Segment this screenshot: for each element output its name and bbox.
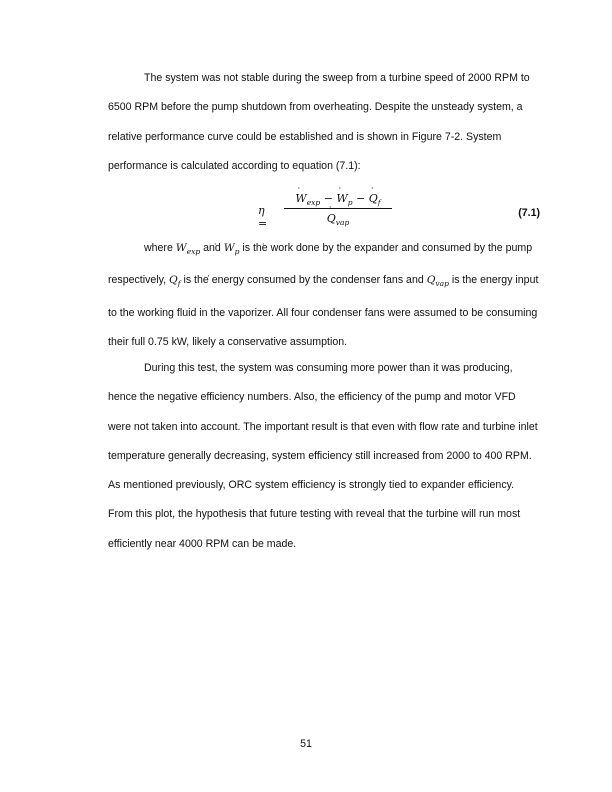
equation-fraction xyxy=(284,190,392,227)
q-vap-inline: ˙ $Q_{vap}$ xyxy=(427,274,449,286)
equation-numerator: ˙ $W_{exp}$ − ˙ $W_p$ − ˙ $Q_f$ xyxy=(284,190,392,207)
paragraph-performance-intro: The system was not stable during the sweep from a turbine speed of 2000 RPM to 6500 RPM before the pump shutdown from overheating. Despite the unsteady system, a relative performance curve could be established and is shown in Figure 7-2. System performance is calculated according to equation (7.1): xyxy=(108,72,530,172)
page-number: 51 xyxy=(300,738,312,750)
equation-denominator: ˙ $Q_{vap}$ xyxy=(284,211,392,227)
q-vap-symbol: ˙ Q xyxy=(327,212,336,225)
w-exp-symbol: ˙ W xyxy=(295,192,306,205)
w-p-inline: ˙ $W_p$ xyxy=(224,242,240,254)
equation-7-1 xyxy=(108,190,540,234)
fraction-bar xyxy=(284,208,392,209)
paragraph-variable-definitions: where ˙ $W_{exp}$ and ˙ $W_p$ is the work done by the expander and consumed by the pump respectively, ˙ $Q_f$ is the energy consumed by the condenser fans and ˙ $Q_{vap}$ is the energy input to the working fluid in the vaporizer. All four condenser fans were assumed to be consuming their full 0.75 kW, likely a conservative assumption. xyxy=(108,234,540,357)
q-f-inline: ˙ $Q_f$ xyxy=(169,274,180,286)
w-p-symbol: ˙ W xyxy=(336,192,347,205)
paragraph-test-results: During this test, the system was consuming more power than it was producing, hence the negative efficiency numbers. Also, the efficiency of the pump and motor VFD were not taken into account. The important result is that even with flow rate and turbine inlet temperature generally decreasing, system efficiency still increased from 2000 to 400 RPM. As mentioned previously, ORC system efficiency is strongly tied to expander efficiency. From this plot, the hypothesis that future testing with reveal that the turbine will run most efficiently near 4000 RPM can be made. xyxy=(108,362,538,550)
equation-number: (7.1) xyxy=(518,207,540,219)
q-f-symbol: ˙ Q xyxy=(369,192,378,205)
equation-lhs: η = xyxy=(258,204,268,230)
w-exp-inline: ˙ $W_{exp}$ xyxy=(176,242,200,254)
